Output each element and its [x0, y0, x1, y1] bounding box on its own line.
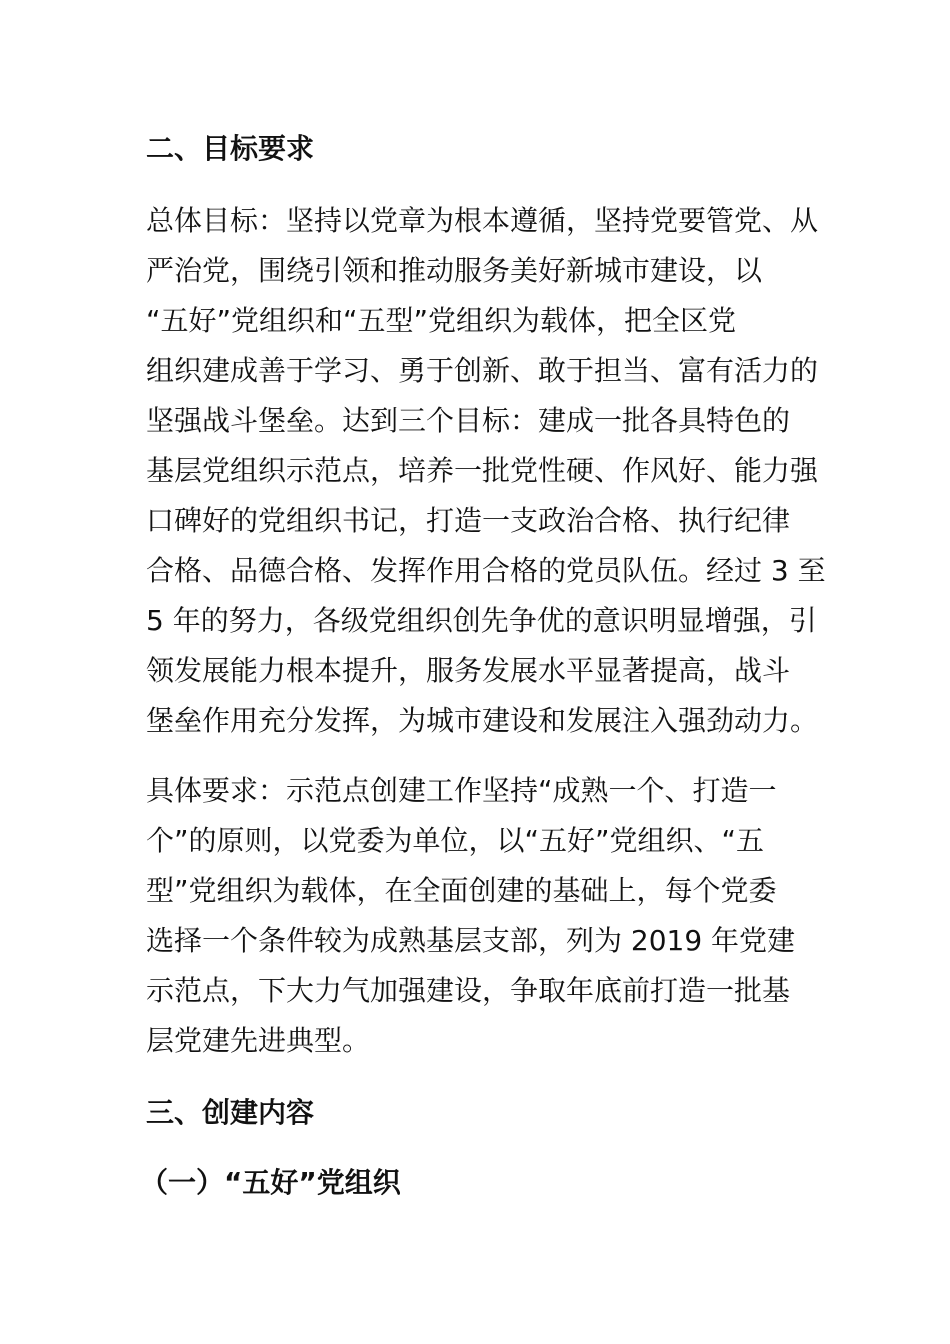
text-line: 基层党组织示范点，培养一批党性硬、作风好、能力强	[146, 454, 819, 487]
text-line: 个”的原则，以党委为单位，以“五好”党组织、“五	[146, 824, 765, 857]
text-line: 选择一个条件较为成熟基层支部，列为 2019 年党建	[146, 924, 796, 957]
text-line: 口碑好的党组织书记，打造一支政治合格、执行纪律	[146, 504, 791, 537]
text-line: 堡垒作用充分发挥，为城市建设和发展注入强劲动力。	[146, 704, 819, 737]
text-line: 型”党组织为载体，在全面创建的基础上，每个党委	[146, 874, 777, 907]
text-line: 具体要求：示范点创建工作坚持“成熟一个、打造一	[146, 774, 777, 807]
text-line: 严治党，围绕引领和推动服务美好新城市建设，以	[146, 254, 763, 287]
text-line: 坚强战斗堡垒。达到三个目标：建成一批各具特色的	[146, 404, 791, 437]
text-line: 层党建先进典型。	[146, 1024, 371, 1057]
text-line: 5 年的努力，各级党组织创先争优的意识明显增强，引	[146, 604, 817, 637]
document-body	[140, 124, 826, 1208]
text-line: 总体目标：坚持以党章为根本遵循，坚持党要管党、从	[146, 204, 819, 237]
text-line: 示范点，下大力气加强建设，争取年底前打造一批基	[146, 974, 791, 1007]
section-heading-content: 三、创建内容	[146, 1096, 315, 1129]
paragraph-overall-goals	[146, 196, 826, 746]
text-line: 合格、品德合格、发挥作用合格的党员队伍。经过 3 至	[146, 554, 826, 587]
text-line: 领发展能力根本提升，服务发展水平显著提高，战斗	[146, 654, 791, 687]
section-heading-targets: 二、目标要求	[146, 132, 315, 165]
subsection-heading-five-good: （一）“五好”党组织	[140, 1166, 401, 1199]
text-line: 组织建成善于学习、勇于创新、敢于担当、富有活力的	[146, 354, 819, 387]
paragraph-specific-requirements	[146, 766, 826, 1066]
text-line: “五好”党组织和“五型”党组织为载体，把全区党	[146, 304, 737, 337]
